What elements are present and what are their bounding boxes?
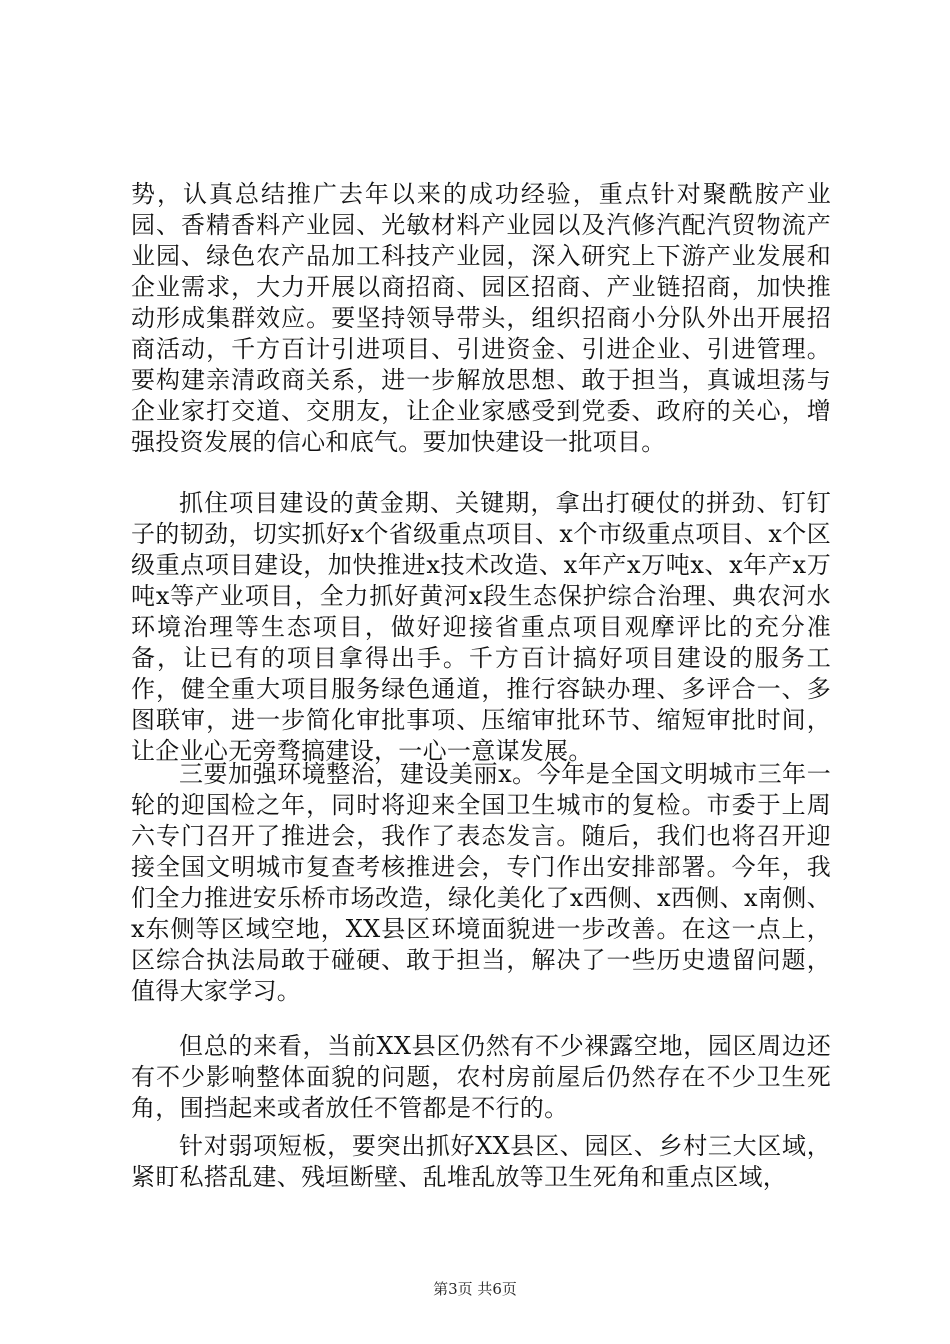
- page-footer: 第3页 共6页: [433, 1280, 517, 1298]
- paragraph-1: 势，认真总结推广去年以来的成功经验，重点针对聚酰胺产业园、香精香料产业园、光敏材料产业园以及汽修汽配汽贸物流产业园、绿色农产品加工科技产业园，深入研究上下游产业发展和企业需求，大力开展以商招商、园区招商、产业链招商，加快推动形成集群效应。要坚持领导带头，组织招商小分队外出开展招商活动，千方百计引进项目、引进资金、引进企业、引进管理。要构建亲清政商关系，进一步解放思想、敢于担当，真诚坦荡与企业家打交道、交朋友，让企业家感受到党委、政府的关心，增强投资发展的信心和底气。要加快建设一批项目。: [131, 180, 831, 456]
- paragraph-5: 针对弱项短板，要突出抓好XX县区、园区、乡村三大区域，紧盯私搭乱建、残垣断壁、乱堆乱放等卫生死角和重点区域，: [131, 1132, 831, 1191]
- paragraph-3: 三要加强环境整治，建设美丽x。今年是全国文明城市三年一轮的迎国检之年，同时将迎来全国卫生城市的复检。市委于上周六专门召开了推进会，我作了表态发言。随后，我们也将召开迎接全国文明城市复查考核推进会，专门作出安排部署。今年，我们全力推进安乐桥市场改造，绿化美化了x西侧、x西侧、x南侧、x东侧等区域空地，XX县区环境面貌进一步改善。在这一点上，区综合执法局敢于碰硬、敢于担当，解决了一些历史遗留问题，值得大家学习。: [131, 760, 831, 1005]
- paragraph-4: 但总的来看，当前XX县区仍然有不少裸露空地，园区周边还有不少影响整体面貌的问题，农村房前屋后仍然存在不少卫生死角，围挡起来或者放任不管都是不行的。: [131, 1032, 831, 1122]
- paragraph-2: 抓住项目建设的黄金期、关键期，拿出打硬仗的拼劲、钉钉子的韧劲，切实抓好x个省级重点项目、x个市级重点项目、x个区级重点项目建设，加快推进x技术改造、x年产x万吨x、x年产x万吨x等产业项目，全力抓好黄河x段生态保护综合治理、典农河水环境治理等生态项目，做好迎接省重点项目观摩评比的充分准备，让已有的项目拿得出手。千方百计搞好项目建设的服务工作，健全重大项目服务绿色通道，推行容缺办理、多评合一、多图联审，进一步简化审批事项、压缩审批环节、缩短审批时间，让企业心无旁骛搞建设，一心一意谋发展。: [131, 489, 831, 765]
